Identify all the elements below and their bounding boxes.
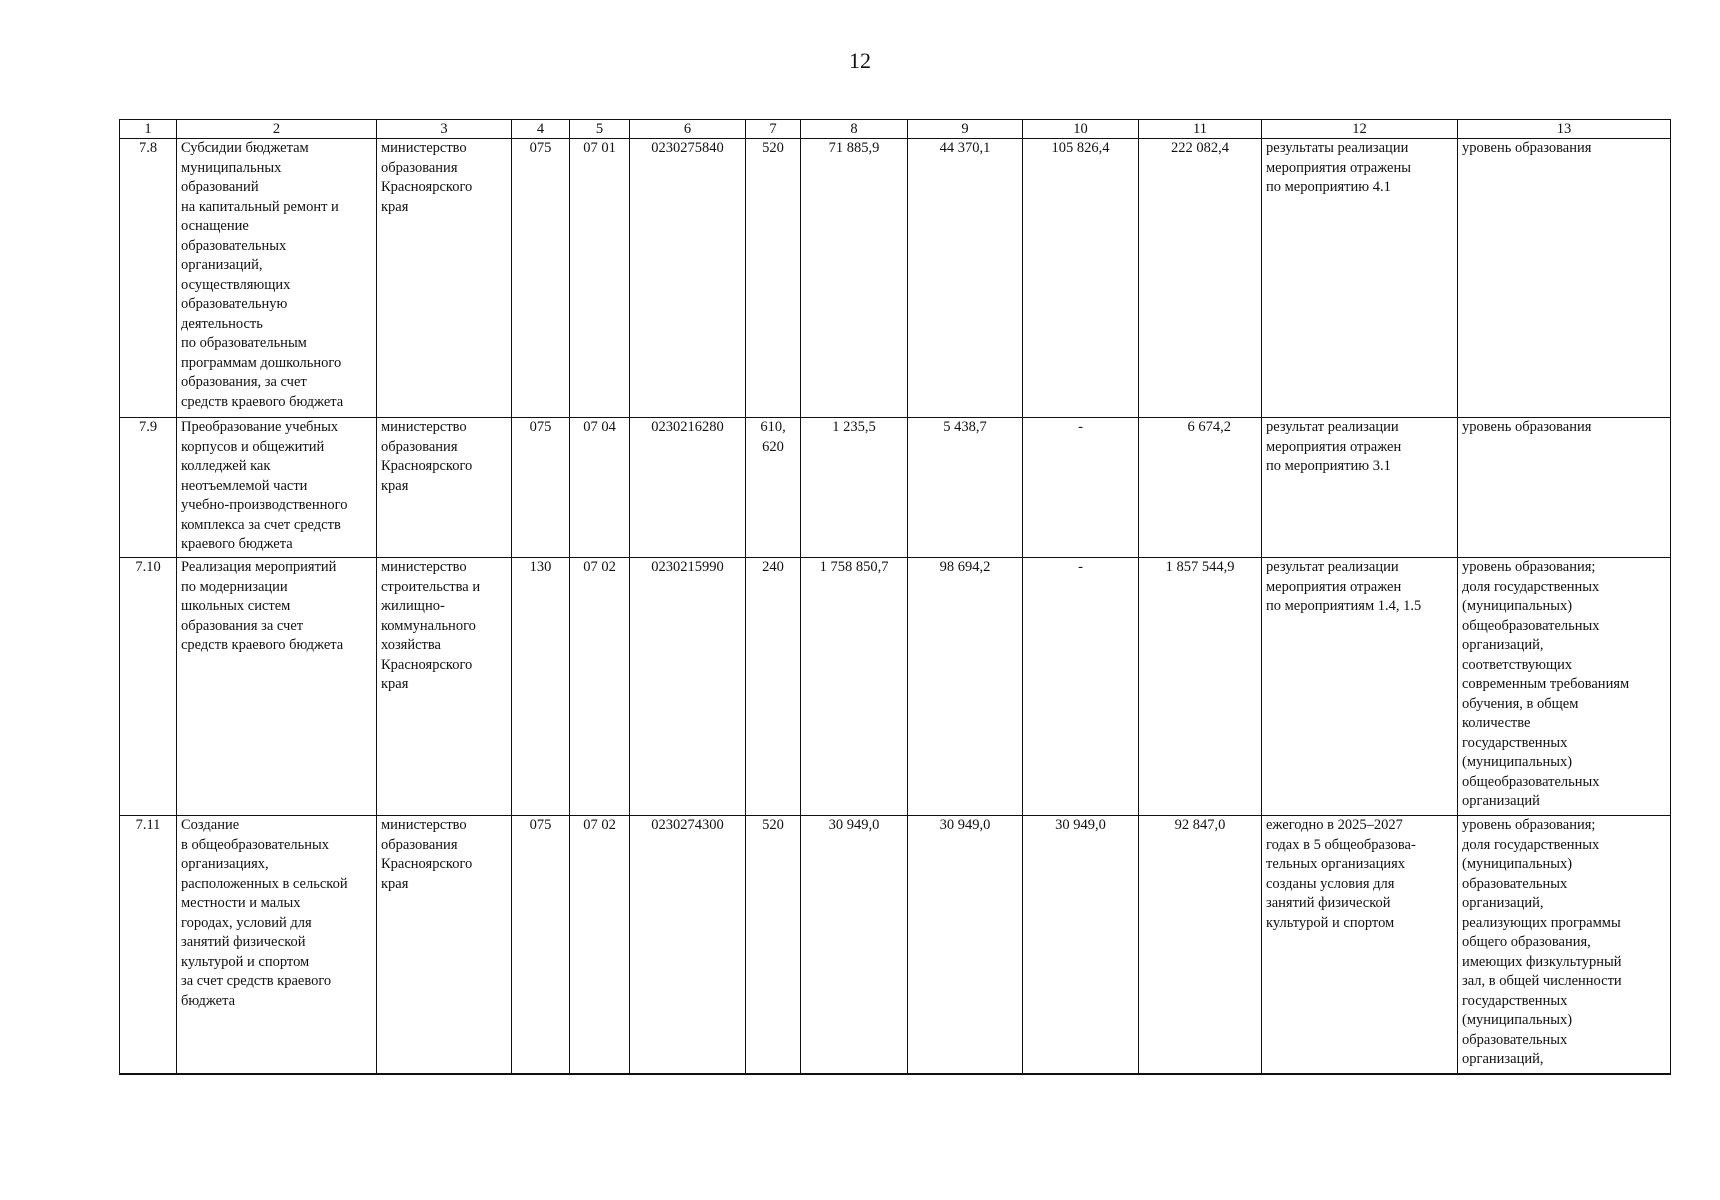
table-row-7-10 bbox=[120, 558, 1671, 816]
expected-result: результат реализации мероприятия отражен по мероприятиям 1.4, 1.5 bbox=[1262, 558, 1458, 816]
column-header-2: 2 bbox=[177, 120, 377, 139]
section-code: 07 01 bbox=[570, 139, 630, 418]
column-header-12: 12 bbox=[1262, 120, 1458, 139]
amount-col-10: - bbox=[1023, 418, 1139, 558]
section-code: 07 04 bbox=[570, 418, 630, 558]
target-article-code: 0230216280 bbox=[630, 418, 746, 558]
executor: министерство образования Красноярского края bbox=[377, 139, 512, 418]
grbs-code: 130 bbox=[512, 558, 570, 816]
column-header-10: 10 bbox=[1023, 120, 1139, 139]
amount-col-10: - bbox=[1023, 558, 1139, 816]
expense-type-code: 520 bbox=[746, 816, 801, 1074]
target-article-code: 0230215990 bbox=[630, 558, 746, 816]
amount-col-9: 30 949,0 bbox=[908, 816, 1023, 1074]
column-header-11: 11 bbox=[1139, 120, 1262, 139]
column-header-6: 6 bbox=[630, 120, 746, 139]
expense-type-code: 240 bbox=[746, 558, 801, 816]
amount-col-9: 5 438,7 bbox=[908, 418, 1023, 558]
page-number: 12 bbox=[849, 48, 871, 73]
grbs-code: 075 bbox=[512, 816, 570, 1074]
column-number-header-row bbox=[120, 120, 1671, 139]
measure-name: Создание в общеобразовательных организациях, расположенных в сельской местности и малых городах, условий для занятий физической культурой и спортом за счет средств краевого бюджета bbox=[177, 816, 377, 1074]
column-header-3: 3 bbox=[377, 120, 512, 139]
target-article-code: 0230274300 bbox=[630, 816, 746, 1074]
measure-name: Преобразование учебных корпусов и общежитий колледжей как неотъемлемой части учебно-производственного комплекса за счет средств краевого бюджета bbox=[177, 418, 377, 558]
column-header-1: 1 bbox=[120, 120, 177, 139]
amount-col-9: 98 694,2 bbox=[908, 558, 1023, 816]
amount-col-8: 30 949,0 bbox=[801, 816, 908, 1074]
column-header-13: 13 bbox=[1458, 120, 1671, 139]
table-row-7-9 bbox=[120, 418, 1671, 558]
program-measures-table bbox=[119, 119, 1671, 1075]
amount-col-8: 1 235,5 bbox=[801, 418, 908, 558]
row-number: 7.9 bbox=[120, 418, 177, 558]
amount-col-10: 30 949,0 bbox=[1023, 816, 1139, 1074]
column-header-8: 8 bbox=[801, 120, 908, 139]
indicator: уровень образования bbox=[1458, 139, 1671, 418]
amount-total: 222 082,4 bbox=[1139, 139, 1262, 418]
row-number: 7.8 bbox=[120, 139, 177, 418]
amount-col-8: 1 758 850,7 bbox=[801, 558, 908, 816]
amount-col-9: 44 370,1 bbox=[908, 139, 1023, 418]
table-row-7-8 bbox=[120, 139, 1671, 418]
measure-name: Реализация мероприятий по модернизации школьных систем образования за счет средств краевого бюджета bbox=[177, 558, 377, 816]
section-code: 07 02 bbox=[570, 558, 630, 816]
target-article-code: 0230275840 bbox=[630, 139, 746, 418]
section-code: 07 02 bbox=[570, 816, 630, 1074]
amount-col-10: 105 826,4 bbox=[1023, 139, 1139, 418]
measure-name: Субсидии бюджетам муниципальных образований на капитальный ремонт и оснащение образовательных организаций, осуществляющих образовательную деятельность по образовательным программам дошкольного образования, за счет средств краевого бюджета bbox=[177, 139, 377, 418]
table-row-7-11 bbox=[120, 816, 1671, 1074]
column-header-4: 4 bbox=[512, 120, 570, 139]
amount-total: 1 857 544,9 bbox=[1139, 558, 1262, 816]
row-number: 7.10 bbox=[120, 558, 177, 816]
expected-result: результаты реализации мероприятия отражены по мероприятию 4.1 bbox=[1262, 139, 1458, 418]
indicator: уровень образования; доля государственных (муниципальных) общеобразовательных организаций, соответствующих современным требованиям обучения, в общем количестве государственных (муниципальных) общеобразовательных организаций bbox=[1458, 558, 1671, 816]
column-header-9: 9 bbox=[908, 120, 1023, 139]
grbs-code: 075 bbox=[512, 139, 570, 418]
executor: министерство строительства и жилищно- коммунального хозяйства Красноярского края bbox=[377, 558, 512, 816]
amount-col-8: 71 885,9 bbox=[801, 139, 908, 418]
expense-type-code: 520 bbox=[746, 139, 801, 418]
expense-type-code: 610, 620 bbox=[746, 418, 801, 558]
executor: министерство образования Красноярского края bbox=[377, 418, 512, 558]
column-header-5: 5 bbox=[570, 120, 630, 139]
row-number: 7.11 bbox=[120, 816, 177, 1074]
executor: министерство образования Красноярского края bbox=[377, 816, 512, 1074]
amount-total: 6 674,2 bbox=[1139, 418, 1262, 558]
indicator: уровень образования; доля государственных (муниципальных) образовательных организаций, реализующих программы общего образования, имеющих физкультурный зал, в общей численности государственных (муниципальных) образовательных организаций, bbox=[1458, 816, 1671, 1074]
grbs-code: 075 bbox=[512, 418, 570, 558]
amount-total: 92 847,0 bbox=[1139, 816, 1262, 1074]
expected-result: результат реализации мероприятия отражен по мероприятию 3.1 bbox=[1262, 418, 1458, 558]
column-header-7: 7 bbox=[746, 120, 801, 139]
indicator: уровень образования bbox=[1458, 418, 1671, 558]
expected-result: ежегодно в 2025–2027 годах в 5 общеобразова- тельных организациях созданы условия для занятий физической культурой и спортом bbox=[1262, 816, 1458, 1074]
